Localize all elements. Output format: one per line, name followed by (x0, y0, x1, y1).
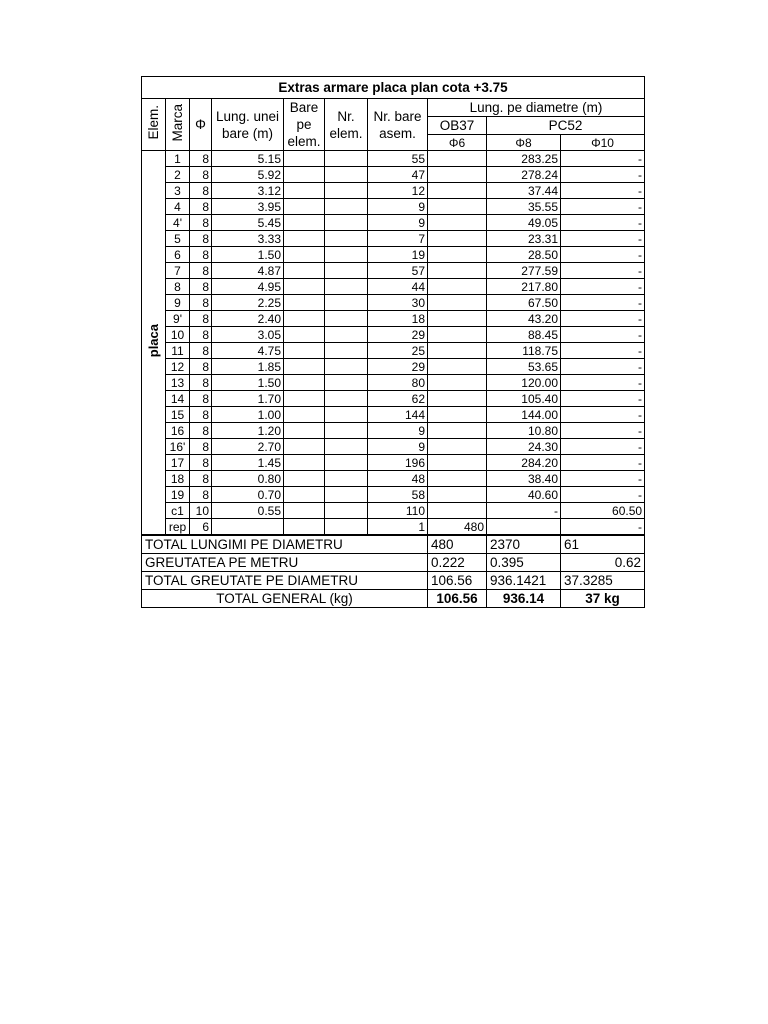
total-lungimi-row (142, 536, 645, 554)
cell-pc52-d8: 283.25 (487, 151, 561, 167)
cell-nr-bare-asem: 30 (368, 295, 428, 311)
header-pc52: PC52 (487, 117, 645, 135)
cell-ob37-d6 (428, 439, 487, 455)
cell-ob37-d6 (428, 263, 487, 279)
greutatea-row (142, 554, 645, 572)
cell-lung: 3.95 (212, 199, 284, 215)
header-elem: Elem. (142, 99, 166, 151)
cell-marca: 5 (166, 231, 190, 247)
cell-phi: 8 (190, 423, 212, 439)
cell-phi: 8 (190, 343, 212, 359)
cell-pc52-d10: - (561, 311, 645, 327)
table-row (142, 359, 645, 375)
total-greutate-label: TOTAL GREUTATE PE DIAMETRU (142, 572, 428, 590)
cell-pc52-d8: 53.65 (487, 359, 561, 375)
cell-marca: 14 (166, 391, 190, 407)
cell-lung: 5.92 (212, 167, 284, 183)
cell-nr-elem (325, 519, 368, 535)
header-lung-unei: Lung. unei bare (m) (212, 99, 284, 151)
cell-marca: 16 (166, 423, 190, 439)
cell-pc52-d8: 43.20 (487, 311, 561, 327)
cell-bare-pe-elem (284, 247, 325, 263)
cell-marca: 12 (166, 359, 190, 375)
cell-bare-pe-elem (284, 519, 325, 535)
cell-phi: 6 (190, 519, 212, 535)
header-nr-bare-asem: Nr. bare asem. (368, 99, 428, 151)
cell-lung: 1.00 (212, 407, 284, 423)
table-row (142, 151, 645, 167)
cell-ob37-d6 (428, 327, 487, 343)
cell-nr-bare-asem: 9 (368, 423, 428, 439)
total-lungimi-label: TOTAL LUNGIMI PE DIAMETRU (142, 536, 428, 554)
total-greutate-ob6: 106.56 (428, 572, 487, 590)
cell-bare-pe-elem (284, 487, 325, 503)
cell-lung: 2.40 (212, 311, 284, 327)
cell-bare-pe-elem (284, 327, 325, 343)
cell-marca: 11 (166, 343, 190, 359)
cell-marca: 9' (166, 311, 190, 327)
cell-bare-pe-elem (284, 391, 325, 407)
cell-lung: 2.70 (212, 439, 284, 455)
cell-phi: 8 (190, 327, 212, 343)
cell-phi: 8 (190, 455, 212, 471)
table-row (142, 455, 645, 471)
table-row (142, 375, 645, 391)
cell-marca: 17 (166, 455, 190, 471)
cell-lung: 1.50 (212, 375, 284, 391)
cell-bare-pe-elem (284, 375, 325, 391)
total-greutate-pc10: 37.3285 (561, 572, 645, 590)
cell-nr-bare-asem: 29 (368, 359, 428, 375)
greutatea-ob6: 0.222 (428, 554, 487, 572)
cell-bare-pe-elem (284, 183, 325, 199)
header-ob37: OB37 (428, 117, 487, 135)
table-row (142, 279, 645, 295)
cell-bare-pe-elem (284, 263, 325, 279)
cell-lung: 0.80 (212, 471, 284, 487)
schedule-body (142, 151, 645, 535)
total-general-row (142, 590, 645, 608)
cell-bare-pe-elem (284, 503, 325, 519)
cell-lung: 3.12 (212, 183, 284, 199)
cell-nr-bare-asem: 25 (368, 343, 428, 359)
table-row (142, 263, 645, 279)
cell-nr-elem (325, 439, 368, 455)
cell-nr-bare-asem: 55 (368, 151, 428, 167)
cell-nr-bare-asem: 9 (368, 439, 428, 455)
cell-nr-bare-asem: 9 (368, 215, 428, 231)
table-row (142, 487, 645, 503)
cell-nr-bare-asem: 58 (368, 487, 428, 503)
cell-nr-elem (325, 343, 368, 359)
cell-ob37-d6 (428, 295, 487, 311)
cell-pc52-d8: 10.80 (487, 423, 561, 439)
cell-ob37-d6 (428, 151, 487, 167)
cell-bare-pe-elem (284, 311, 325, 327)
cell-phi: 8 (190, 263, 212, 279)
cell-ob37-d6 (428, 471, 487, 487)
cell-marca: 8 (166, 279, 190, 295)
total-general-label: TOTAL GENERAL (kg) (142, 590, 428, 608)
cell-pc52-d10: - (561, 279, 645, 295)
cell-nr-elem (325, 487, 368, 503)
cell-pc52-d8: 35.55 (487, 199, 561, 215)
cell-lung: 3.05 (212, 327, 284, 343)
cell-ob37-d6 (428, 375, 487, 391)
cell-pc52-d8: 105.40 (487, 391, 561, 407)
cell-nr-elem (325, 407, 368, 423)
cell-pc52-d8: 37.44 (487, 183, 561, 199)
cell-nr-bare-asem: 196 (368, 455, 428, 471)
greutatea-label: GREUTATEA PE METRU (142, 554, 428, 572)
total-greutate-row (142, 572, 645, 590)
cell-phi: 8 (190, 375, 212, 391)
total-lungimi-pc8: 2370 (487, 536, 561, 554)
table-row (142, 327, 645, 343)
cell-lung: 2.25 (212, 295, 284, 311)
table-row (142, 167, 645, 183)
total-general-pc8: 936.14 (487, 590, 561, 608)
table-row (142, 215, 645, 231)
cell-lung: 1.50 (212, 247, 284, 263)
cell-nr-elem (325, 199, 368, 215)
table-row (142, 199, 645, 215)
cell-ob37-d6 (428, 167, 487, 183)
cell-nr-elem (325, 455, 368, 471)
cell-nr-bare-asem: 29 (368, 327, 428, 343)
cell-phi: 8 (190, 215, 212, 231)
cell-phi: 8 (190, 359, 212, 375)
cell-phi: 8 (190, 199, 212, 215)
cell-pc52-d10: - (561, 455, 645, 471)
cell-nr-bare-asem: 9 (368, 199, 428, 215)
table-row (142, 423, 645, 439)
cell-nr-elem (325, 263, 368, 279)
reinforcement-schedule (141, 76, 644, 608)
cell-pc52-d8: 118.75 (487, 343, 561, 359)
cell-ob37-d6 (428, 199, 487, 215)
cell-ob37-d6 (428, 359, 487, 375)
cell-nr-elem (325, 151, 368, 167)
cell-ob37-d6: 480 (428, 519, 487, 535)
cell-bare-pe-elem (284, 407, 325, 423)
cell-phi: 8 (190, 311, 212, 327)
cell-ob37-d6 (428, 343, 487, 359)
header-bare-pe-elem: Bare pe elem. (284, 99, 325, 151)
cell-phi: 8 (190, 167, 212, 183)
cell-nr-elem (325, 167, 368, 183)
cell-nr-elem (325, 359, 368, 375)
cell-marca: 4' (166, 215, 190, 231)
cell-pc52-d10: - (561, 263, 645, 279)
cell-lung: 4.87 (212, 263, 284, 279)
cell-phi: 8 (190, 407, 212, 423)
cell-phi: 8 (190, 439, 212, 455)
cell-nr-elem (325, 375, 368, 391)
header-lung-pe-diametre: Lung. pe diametre (m) (428, 99, 645, 117)
cell-ob37-d6 (428, 503, 487, 519)
element-group-label: placa (142, 151, 166, 535)
cell-nr-bare-asem: 80 (368, 375, 428, 391)
cell-nr-bare-asem: 47 (368, 167, 428, 183)
table-row (142, 407, 645, 423)
cell-lung: 0.55 (212, 503, 284, 519)
cell-nr-bare-asem: 18 (368, 311, 428, 327)
cell-pc52-d10: - (561, 343, 645, 359)
cell-pc52-d8: 120.00 (487, 375, 561, 391)
cell-ob37-d6 (428, 407, 487, 423)
cell-nr-elem (325, 215, 368, 231)
cell-lung: 5.45 (212, 215, 284, 231)
greutatea-pc8: 0.395 (487, 554, 561, 572)
header-d6: Φ6 (428, 135, 487, 151)
cell-lung: 1.20 (212, 423, 284, 439)
cell-nr-elem (325, 247, 368, 263)
cell-phi: 8 (190, 471, 212, 487)
cell-lung: 1.85 (212, 359, 284, 375)
header-phi: Φ (190, 99, 212, 151)
total-general-ob6: 106.56 (428, 590, 487, 608)
cell-marca: 3 (166, 183, 190, 199)
cell-pc52-d8: 49.05 (487, 215, 561, 231)
cell-pc52-d10: - (561, 183, 645, 199)
cell-bare-pe-elem (284, 231, 325, 247)
cell-ob37-d6 (428, 183, 487, 199)
cell-pc52-d8: - (487, 503, 561, 519)
schedule-table (141, 76, 645, 535)
cell-marca: c1 (166, 503, 190, 519)
cell-marca: 6 (166, 247, 190, 263)
table-row (142, 247, 645, 263)
cell-bare-pe-elem (284, 423, 325, 439)
cell-pc52-d10: - (561, 407, 645, 423)
header-d8: Φ8 (487, 135, 561, 151)
table-row (142, 295, 645, 311)
cell-marca: 19 (166, 487, 190, 503)
cell-phi: 10 (190, 503, 212, 519)
cell-pc52-d10: - (561, 295, 645, 311)
cell-nr-bare-asem: 7 (368, 231, 428, 247)
cell-nr-elem (325, 183, 368, 199)
cell-bare-pe-elem (284, 199, 325, 215)
cell-pc52-d8: 23.31 (487, 231, 561, 247)
cell-ob37-d6 (428, 231, 487, 247)
cell-pc52-d10: - (561, 519, 645, 535)
cell-ob37-d6 (428, 455, 487, 471)
cell-nr-elem (325, 327, 368, 343)
cell-lung: 1.45 (212, 455, 284, 471)
cell-pc52-d8: 278.24 (487, 167, 561, 183)
cell-lung (212, 519, 284, 535)
cell-bare-pe-elem (284, 471, 325, 487)
cell-nr-elem (325, 391, 368, 407)
cell-pc52-d10: - (561, 359, 645, 375)
totals-table (141, 535, 645, 608)
cell-phi: 8 (190, 279, 212, 295)
table-row (142, 471, 645, 487)
cell-nr-bare-asem: 110 (368, 503, 428, 519)
table-row (142, 183, 645, 199)
table-row (142, 311, 645, 327)
cell-pc52-d10: 60.50 (561, 503, 645, 519)
cell-bare-pe-elem (284, 343, 325, 359)
cell-phi: 8 (190, 391, 212, 407)
cell-pc52-d8: 40.60 (487, 487, 561, 503)
cell-marca: 9 (166, 295, 190, 311)
total-lungimi-ob6: 480 (428, 536, 487, 554)
cell-ob37-d6 (428, 487, 487, 503)
cell-nr-elem (325, 423, 368, 439)
cell-pc52-d8: 277.59 (487, 263, 561, 279)
cell-ob37-d6 (428, 391, 487, 407)
total-lungimi-pc10: 61 (561, 536, 645, 554)
cell-nr-bare-asem: 62 (368, 391, 428, 407)
cell-nr-bare-asem: 19 (368, 247, 428, 263)
table-row (142, 231, 645, 247)
cell-bare-pe-elem (284, 455, 325, 471)
cell-pc52-d8: 217.80 (487, 279, 561, 295)
cell-phi: 8 (190, 231, 212, 247)
total-general-pc10: 37 kg (561, 590, 645, 608)
cell-pc52-d10: - (561, 215, 645, 231)
cell-bare-pe-elem (284, 167, 325, 183)
cell-pc52-d8: 38.40 (487, 471, 561, 487)
cell-bare-pe-elem (284, 151, 325, 167)
cell-lung: 3.33 (212, 231, 284, 247)
cell-pc52-d10: - (561, 327, 645, 343)
cell-ob37-d6 (428, 279, 487, 295)
cell-ob37-d6 (428, 247, 487, 263)
cell-bare-pe-elem (284, 295, 325, 311)
cell-pc52-d10: - (561, 231, 645, 247)
cell-pc52-d8 (487, 519, 561, 535)
cell-marca: 18 (166, 471, 190, 487)
cell-marca: 13 (166, 375, 190, 391)
cell-pc52-d10: - (561, 439, 645, 455)
table-row (142, 503, 645, 519)
cell-nr-elem (325, 231, 368, 247)
cell-pc52-d10: - (561, 375, 645, 391)
cell-phi: 8 (190, 151, 212, 167)
cell-nr-bare-asem: 1 (368, 519, 428, 535)
cell-pc52-d8: 67.50 (487, 295, 561, 311)
cell-nr-bare-asem: 57 (368, 263, 428, 279)
cell-lung: 4.95 (212, 279, 284, 295)
cell-pc52-d10: - (561, 391, 645, 407)
cell-pc52-d10: - (561, 487, 645, 503)
cell-pc52-d10: - (561, 199, 645, 215)
cell-phi: 8 (190, 247, 212, 263)
cell-nr-bare-asem: 12 (368, 183, 428, 199)
cell-nr-elem (325, 279, 368, 295)
cell-nr-elem (325, 295, 368, 311)
cell-pc52-d8: 28.50 (487, 247, 561, 263)
cell-marca: 16' (166, 439, 190, 455)
table-row (142, 343, 645, 359)
cell-bare-pe-elem (284, 215, 325, 231)
cell-nr-elem (325, 471, 368, 487)
cell-pc52-d10: - (561, 471, 645, 487)
header-nr-elem: Nr. elem. (325, 99, 368, 151)
cell-phi: 8 (190, 487, 212, 503)
cell-nr-bare-asem: 48 (368, 471, 428, 487)
cell-pc52-d10: - (561, 151, 645, 167)
cell-marca: 15 (166, 407, 190, 423)
table-row (142, 391, 645, 407)
total-greutate-pc8: 936.1421 (487, 572, 561, 590)
cell-lung: 1.70 (212, 391, 284, 407)
cell-pc52-d8: 88.45 (487, 327, 561, 343)
greutatea-pc10: 0.62 (561, 554, 645, 572)
cell-pc52-d8: 284.20 (487, 455, 561, 471)
table-title: Extras armare placa plan cota +3.75 (142, 77, 645, 99)
cell-marca: 10 (166, 327, 190, 343)
table-row (142, 439, 645, 455)
header-d10: Φ10 (561, 135, 645, 151)
cell-pc52-d8: 24.30 (487, 439, 561, 455)
cell-lung: 4.75 (212, 343, 284, 359)
cell-nr-elem (325, 311, 368, 327)
cell-pc52-d10: - (561, 167, 645, 183)
cell-bare-pe-elem (284, 279, 325, 295)
cell-pc52-d8: 144.00 (487, 407, 561, 423)
table-row (142, 519, 645, 535)
cell-phi: 8 (190, 295, 212, 311)
cell-marca: rep (166, 519, 190, 535)
cell-nr-bare-asem: 144 (368, 407, 428, 423)
cell-lung: 5.15 (212, 151, 284, 167)
cell-pc52-d10: - (561, 423, 645, 439)
cell-marca: 2 (166, 167, 190, 183)
cell-pc52-d10: - (561, 247, 645, 263)
cell-marca: 4 (166, 199, 190, 215)
cell-phi: 8 (190, 183, 212, 199)
cell-marca: 1 (166, 151, 190, 167)
cell-marca: 7 (166, 263, 190, 279)
header-marca: Marca (166, 99, 190, 151)
cell-ob37-d6 (428, 423, 487, 439)
cell-nr-elem (325, 503, 368, 519)
cell-bare-pe-elem (284, 359, 325, 375)
cell-nr-bare-asem: 44 (368, 279, 428, 295)
cell-bare-pe-elem (284, 439, 325, 455)
cell-lung: 0.70 (212, 487, 284, 503)
cell-ob37-d6 (428, 311, 487, 327)
cell-ob37-d6 (428, 215, 487, 231)
